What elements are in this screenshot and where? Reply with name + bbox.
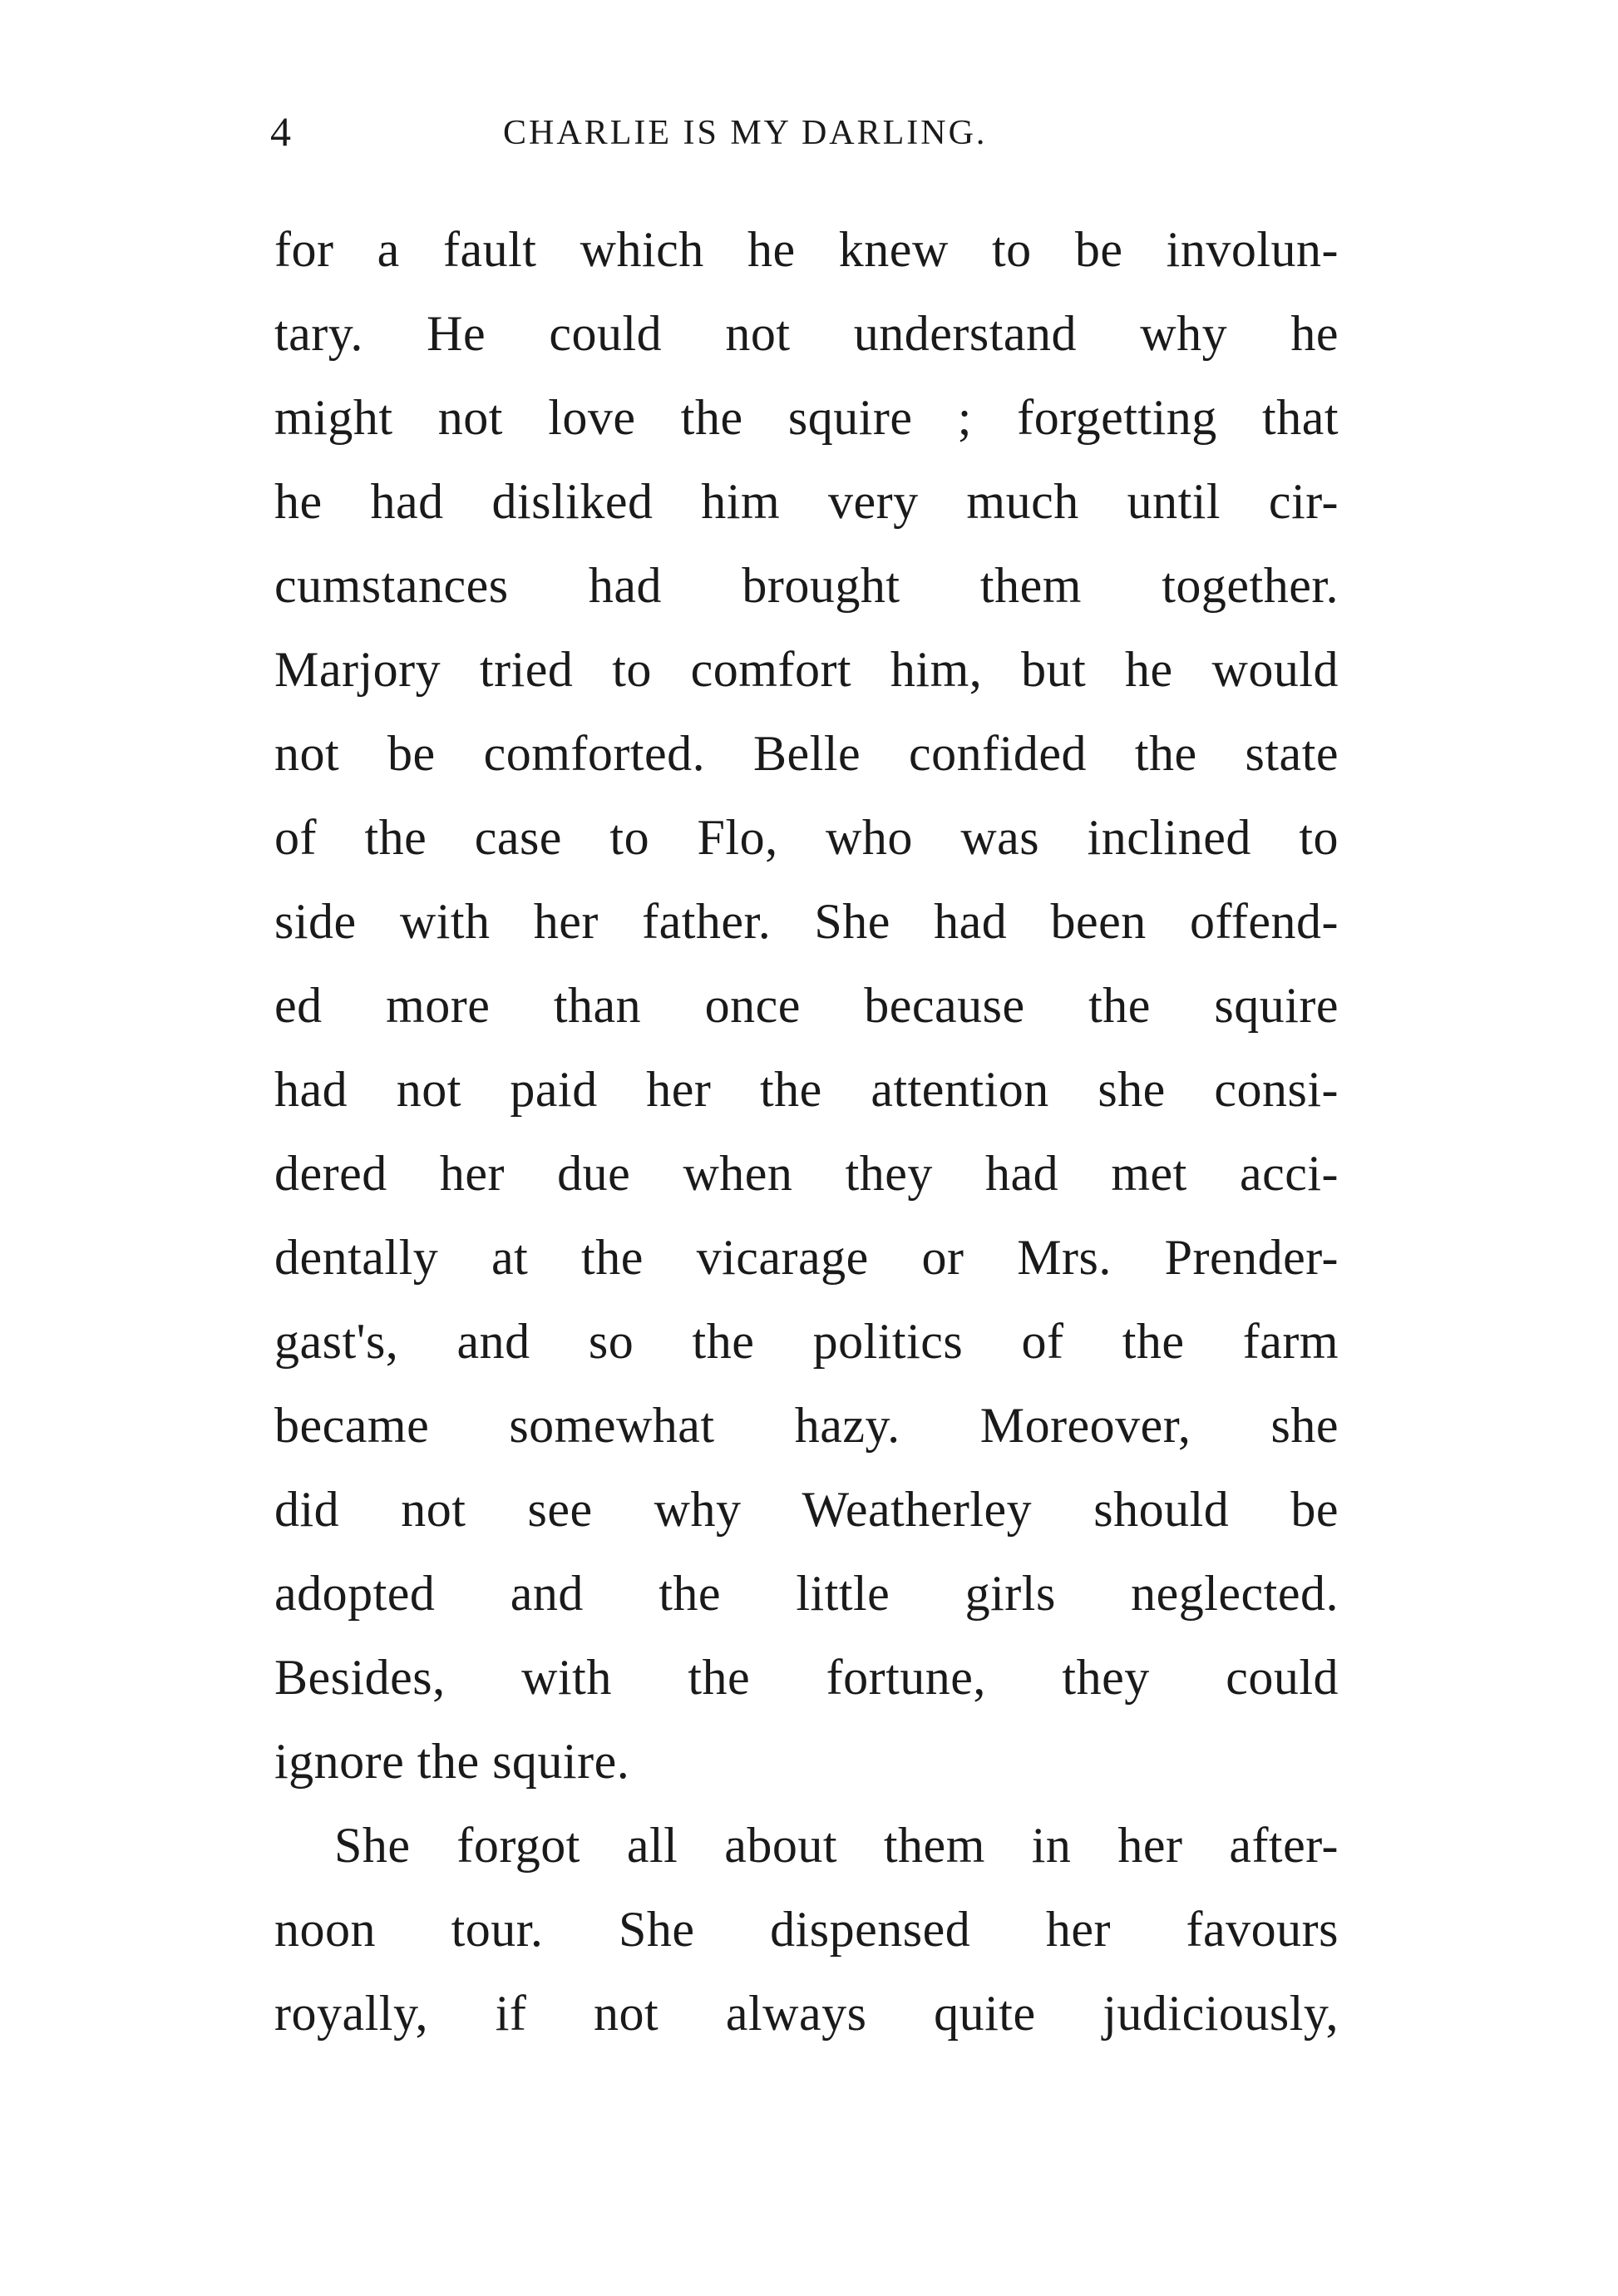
text-line: side with her father. She had been offend- <box>274 894 1339 949</box>
page-number: 4 <box>270 108 291 155</box>
text-line: became somewhat hazy. Moreover, she <box>274 1398 1339 1453</box>
text-line: tary. He could not understand why he <box>274 306 1339 361</box>
text-line: cumstances had brought them together. <box>274 558 1339 613</box>
text-line: did not see why Weatherley should be <box>274 1482 1339 1537</box>
text-line: noon tour. She dispensed her favours <box>274 1902 1339 1957</box>
body-text <box>274 208 1339 2056</box>
text-line: had not paid her the attention she consi- <box>274 1062 1339 1117</box>
running-title: CHARLIE IS MY DARLING. <box>503 114 988 152</box>
text-line: of the case to Flo, who was inclined to <box>274 810 1339 865</box>
text-line: ignore the squire. <box>274 1734 630 1789</box>
text-line: gast's, and so the politics of the farm <box>274 1314 1339 1369</box>
text-line: royally, if not always quite judiciously, <box>274 1986 1339 2041</box>
text-line: dered her due when they had met acci- <box>274 1146 1339 1201</box>
text-line: adopted and the little girls neglected. <box>274 1566 1339 1621</box>
text-line: might not love the squire ; forgetting that <box>274 390 1339 445</box>
text-line: Marjory tried to comfort him, but he would <box>274 642 1339 697</box>
text-line: for a fault which he knew to be involun- <box>274 222 1339 277</box>
text-line: Besides, with the fortune, they could <box>274 1650 1339 1705</box>
running-head <box>270 106 1351 165</box>
text-line: She forgot all about them in her after- <box>334 1818 1339 1873</box>
text-line: dentally at the vicarage or Mrs. Prender- <box>274 1230 1339 1285</box>
text-line: not be comforted. Belle confided the state <box>274 726 1339 781</box>
text-line: he had disliked him very much until cir- <box>274 474 1339 529</box>
text-line: ed more than once because the squire <box>274 978 1339 1033</box>
